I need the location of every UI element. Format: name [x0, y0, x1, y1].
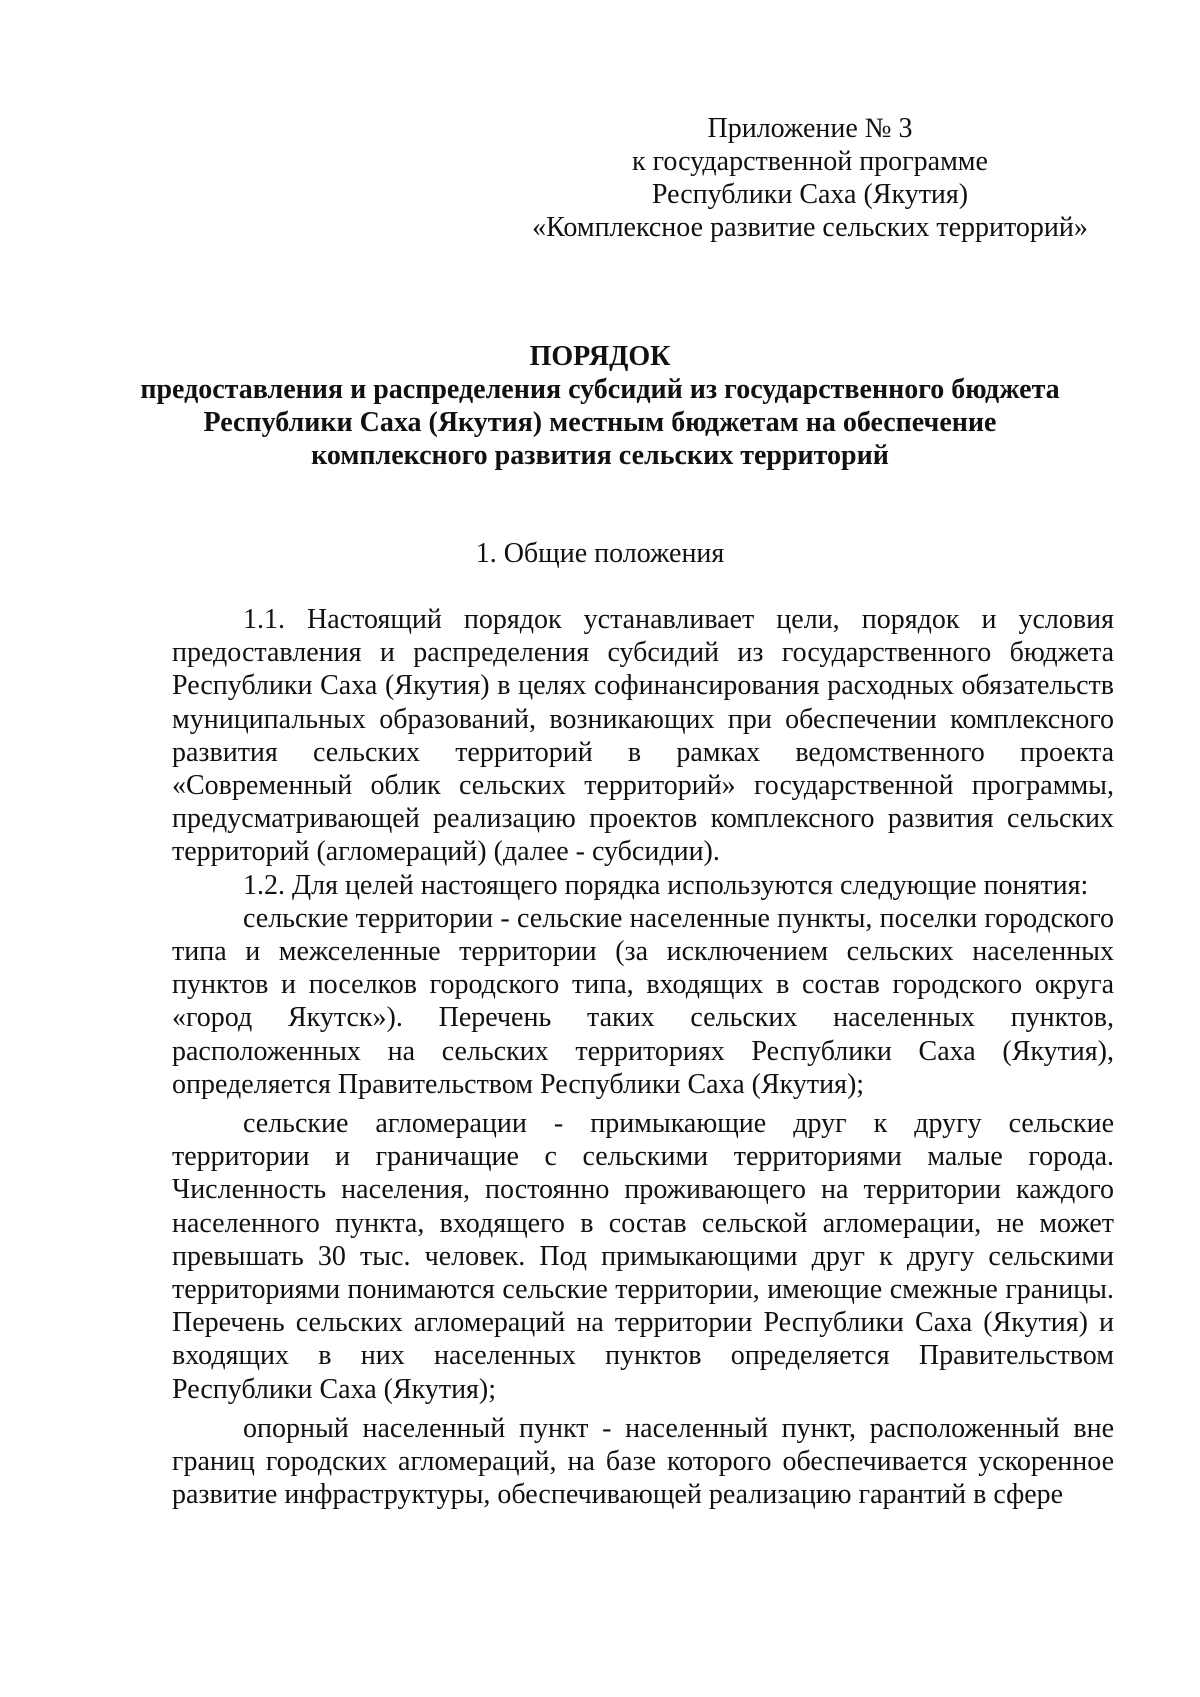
definition-rural-territories: сельские территории - сельские населенные пункты, поселки городского типа и межселенные территории (за исключением сельских населенных пунктов и поселков городского типа, входящих в состав городского округа «город Якутск»). Перечень таких сельских населенных пунктов, расположенных на сельских территориях Республики Саха (Якутия), определяется Правительством Республики Саха (Якутия); [172, 902, 1114, 1100]
definition-rural-agglomerations: сельские агломерации - примыкающие друг к другу сельские территории и граничащие с сельскими территориями малые города. Численность населения, постоянно проживающего на территории каждого населенного пункта, входящего в состав сельской агломерации, не может превышать 30 тыс. человек. Под примыкающими друг к другу сельскими территориями понимаются сельские территории, имеющие смежные границы. Перечень сельских агломераций на территории Республики Саха (Якутия) и входящих в них населенных пунктов определяется Правительством Республики Саха (Якутия); [172, 1108, 1114, 1405]
paragraph-1-1: 1.1. Настоящий порядок устанавливает цели, порядок и условия предоставления и распределения субсидий из государственного бюджета Республики Саха (Якутия) в целях софинансирования расходных обязательств муниципальных образований, возникающих при обеспечении комплексного развития сельских территорий в рамках ведомственного проекта «Современный облик сельских территорий» государственной программы, предусматривающей реализацию проектов комплексного развития сельских территорий (агломераций) (далее - субсидии). [172, 604, 1114, 868]
definition-support-settlement: опорный населенный пункт - населенный пункт, расположенный вне границ городских агломераций, на базе которого обеспечивается ускоренное развитие инфраструктуры, обеспечивающей реализацию гарантий в сфере [172, 1412, 1114, 1511]
title-line-2: Республики Саха (Якутия) местным бюджетам на обеспечение [203, 407, 997, 438]
appendix-program-name: «Комплексное развитие сельских территорий» [532, 212, 1088, 243]
document-body [172, 603, 1114, 1511]
section-heading: 1. Общие положения [475, 538, 725, 569]
appendix-header [520, 112, 1100, 244]
title-line-3: комплексного развития сельских территорий [311, 440, 889, 471]
title-line-1: предоставления и распределения субсидий из государственного бюджета [140, 374, 1060, 405]
appendix-republic: Республики Саха (Якутия) [651, 179, 969, 210]
appendix-program-ref: к государственной программе [632, 146, 988, 177]
document-title [140, 340, 1060, 472]
title-heading: ПОРЯДОК [529, 341, 671, 372]
paragraph-1-2: 1.2. Для целей настоящего порядка используются следующие понятия: [243, 869, 1089, 901]
appendix-number: Приложение № 3 [707, 113, 913, 144]
